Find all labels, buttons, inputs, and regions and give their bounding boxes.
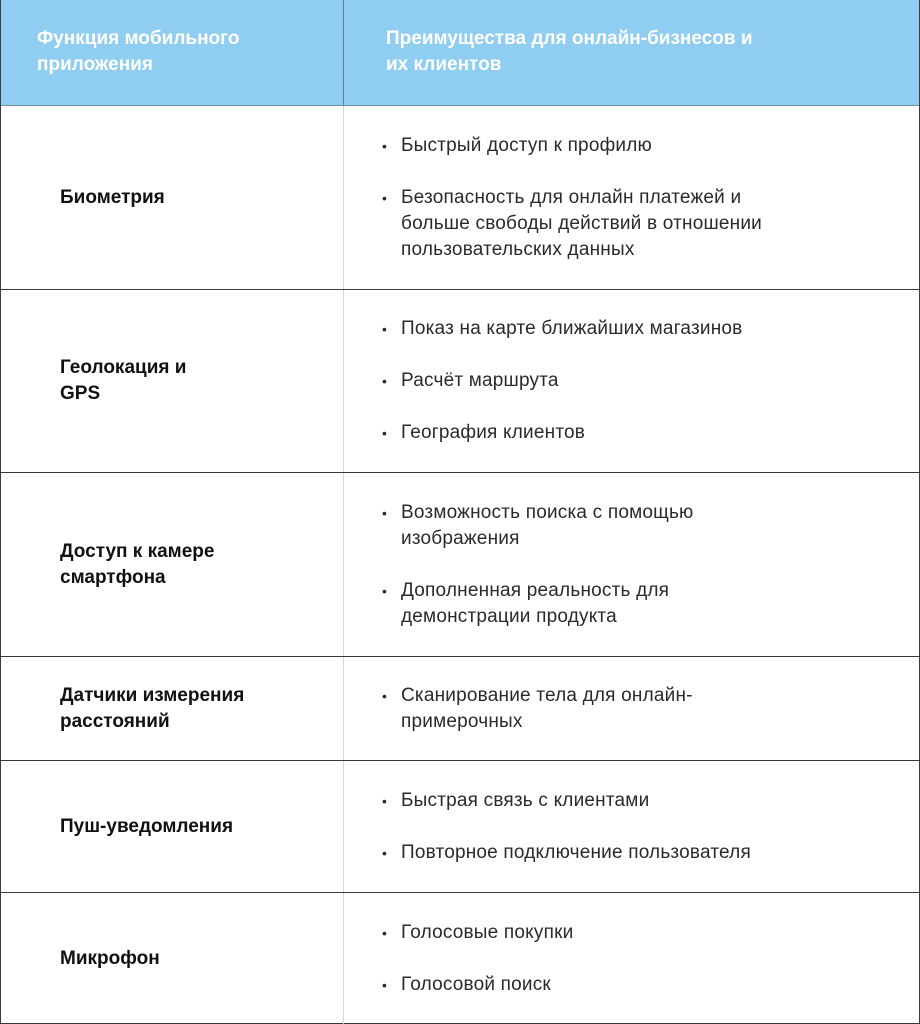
benefit-text: Возможность поиска с помощью изображения [401, 501, 694, 549]
bullet-icon: • [382, 844, 388, 861]
benefit-text: Безопасность для онлайн платежей и больше свободы действий в отношении пользовательских данных [401, 186, 762, 260]
header-feature-column: Функция мобильного приложения [1, 0, 344, 105]
benefit-text: Показ на карте ближайших магазинов [401, 318, 743, 339]
table-row [1, 106, 919, 290]
feature-cell: Датчики измерения расстояний [1, 657, 344, 760]
table-row [1, 657, 919, 761]
benefits-cell [344, 761, 919, 892]
table-row [1, 761, 919, 893]
bullet-icon: • [382, 504, 388, 521]
bullet-icon: • [382, 373, 388, 389]
benefit-text: География клиентов [401, 422, 586, 443]
benefits-cell [344, 657, 919, 760]
benefit-item [382, 578, 919, 630]
feature-cell: Биометрия [1, 106, 344, 289]
bullet-icon: • [382, 321, 388, 337]
table-row [1, 893, 919, 1024]
bullet-icon: • [382, 137, 388, 154]
benefit-text: Голосовой поиск [401, 973, 551, 995]
benefit-text: Быстрая связь с клиентами [401, 789, 650, 811]
benefit-item [382, 133, 919, 159]
bullet-icon: • [382, 425, 388, 441]
benefit-item [382, 368, 919, 394]
table-header [1, 0, 919, 106]
benefit-item [382, 788, 919, 814]
feature-cell: Доступ к камере смартфона [1, 473, 344, 656]
benefit-item [382, 840, 919, 866]
bullet-icon: • [382, 582, 388, 599]
benefit-text: Повторное подключение пользователя [401, 841, 751, 863]
table-row [1, 473, 919, 657]
header-benefits-column: Преимущества для онлайн-бизнесов и их клиентов [386, 28, 753, 75]
benefit-item [382, 920, 919, 946]
feature-cell: Геолокация и GPS [1, 290, 344, 472]
benefit-text: Сканирование тела для онлайн- примерочных [401, 684, 693, 732]
benefit-item [382, 683, 919, 735]
bullet-icon: • [382, 189, 388, 206]
benefits-cell [344, 290, 919, 472]
benefit-text: Расчёт маршрута [401, 370, 559, 391]
bullet-icon: • [382, 792, 388, 809]
bullet-icon: • [382, 924, 388, 941]
bullet-icon: • [382, 687, 388, 704]
feature-cell: Пуш-уведомления [1, 761, 344, 892]
benefit-item [382, 972, 919, 998]
benefits-cell [344, 473, 919, 656]
table-row [1, 290, 919, 473]
benefits-cell [344, 893, 919, 1024]
bullet-icon: • [382, 976, 388, 993]
benefit-item [382, 316, 919, 342]
benefit-item [382, 185, 919, 263]
feature-cell: Микрофон [1, 893, 344, 1024]
benefit-item [382, 500, 919, 552]
benefit-text: Дополненная реальность для демонстрации продукта [401, 579, 670, 627]
benefit-item [382, 420, 919, 446]
benefit-text: Быстрый доступ к профилю [401, 134, 652, 156]
benefits-cell [344, 106, 919, 289]
benefit-text: Голосовые покупки [401, 921, 574, 943]
